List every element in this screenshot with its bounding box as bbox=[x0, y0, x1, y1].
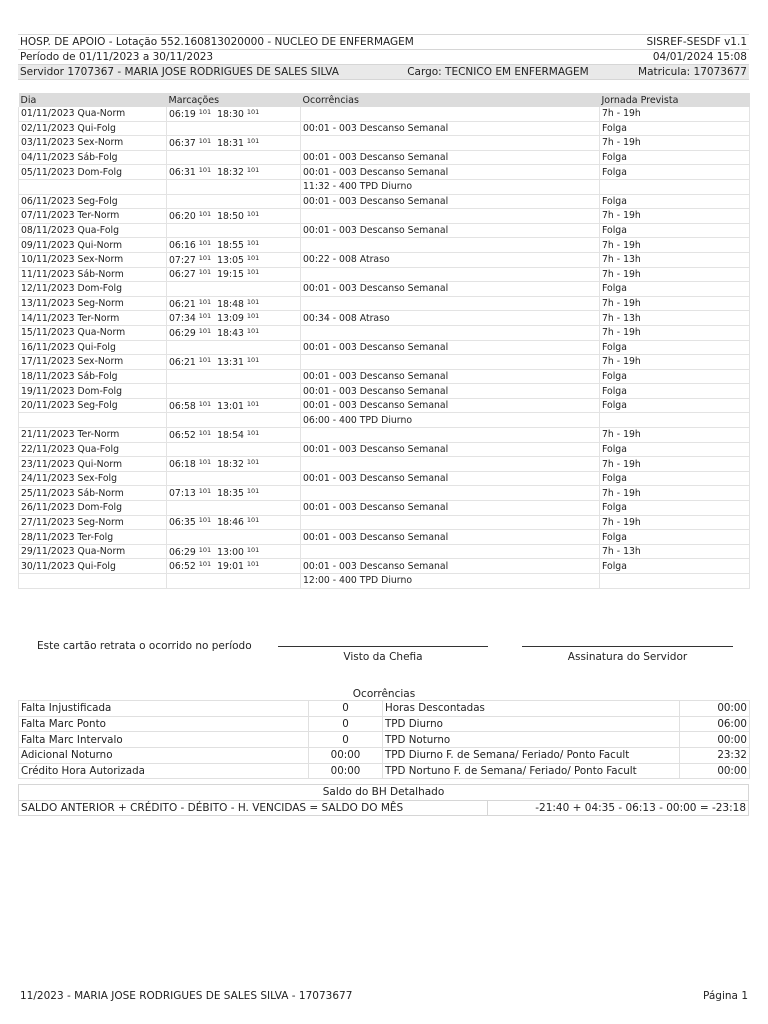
system-version: SISREF-SESDF v1.1 bbox=[620, 35, 749, 50]
timesheet-row bbox=[19, 369, 750, 384]
r-value-cell: 00:00 bbox=[680, 763, 750, 779]
employee-name: Servidor 1707367 - MARIA JOSE RODRIGUES DE SALES SILVA bbox=[18, 65, 387, 80]
employee-registration: Matricula: 17073677 bbox=[620, 65, 749, 80]
journey-cell: 7h - 19h bbox=[600, 136, 750, 151]
journey-cell: Folga bbox=[600, 384, 750, 399]
marks-cell bbox=[167, 457, 301, 472]
occurrence-cell bbox=[301, 238, 600, 253]
occurrence-cell bbox=[301, 209, 600, 224]
col-header-journey: Jornada Prevista bbox=[600, 93, 750, 107]
timesheet-table bbox=[18, 93, 750, 589]
mark-time-out: 19:15 bbox=[217, 269, 244, 281]
timesheet-header-row bbox=[19, 93, 750, 107]
marks-cell bbox=[167, 515, 301, 530]
mark-code: 101 bbox=[246, 458, 260, 467]
marks-cell bbox=[167, 530, 301, 545]
occurrences-summary-table bbox=[18, 700, 750, 779]
r-value-cell: 00:00 bbox=[680, 701, 750, 717]
mark-time-in: 06:29 bbox=[169, 546, 196, 558]
marks-cell bbox=[167, 340, 301, 355]
mark-time-out: 18:50 bbox=[217, 210, 244, 222]
journey-cell: Folga bbox=[600, 194, 750, 209]
day-cell: 23/11/2023 Qui-Norm bbox=[19, 457, 167, 472]
mark-code: 101 bbox=[246, 312, 260, 321]
occurrence-summary-row bbox=[19, 763, 750, 779]
mark-time-in: 06:21 bbox=[169, 356, 196, 368]
occurrences-title: Ocorrências bbox=[352, 688, 416, 700]
day-cell: 26/11/2023 Dom-Folg bbox=[19, 501, 167, 516]
marks-cell bbox=[167, 282, 301, 297]
journey-cell: 7h - 19h bbox=[600, 267, 750, 282]
l-value-cell: 0 bbox=[309, 701, 383, 717]
day-cell: 22/11/2023 Qua-Folg bbox=[19, 442, 167, 457]
journey-cell bbox=[600, 413, 750, 428]
mark-code: 101 bbox=[198, 399, 212, 408]
timesheet-row bbox=[19, 136, 750, 151]
mark-code: 101 bbox=[198, 253, 212, 262]
timesheet-row bbox=[19, 282, 750, 297]
marks-cell bbox=[167, 442, 301, 457]
occurrence-cell bbox=[301, 428, 600, 443]
marks-cell bbox=[167, 369, 301, 384]
journey-cell: Folga bbox=[600, 442, 750, 457]
mark-code: 101 bbox=[246, 487, 260, 496]
journey-cell: 7h - 19h bbox=[600, 457, 750, 472]
journey-cell: Folga bbox=[600, 340, 750, 355]
l-value-cell: 00:00 bbox=[309, 748, 383, 764]
marks-cell bbox=[167, 325, 301, 340]
footer-page-number: Página 1 bbox=[703, 990, 748, 1002]
day-cell: 03/11/2023 Sex-Norm bbox=[19, 136, 167, 151]
timesheet-row bbox=[19, 121, 750, 136]
mark-time-in: 06:29 bbox=[169, 327, 196, 339]
occurrence-cell: 00:01 - 003 Descanso Semanal bbox=[301, 121, 600, 136]
timesheet-row bbox=[19, 486, 750, 501]
unit-info: HOSP. DE APOIO - Lotação 552.160813020000 - NUCLEO DE ENFERMAGEM bbox=[18, 35, 620, 50]
occurrence-cell: 00:01 - 003 Descanso Semanal bbox=[301, 530, 600, 545]
marks-cell bbox=[167, 223, 301, 238]
occurrence-cell: 00:01 - 003 Descanso Semanal bbox=[301, 501, 600, 516]
occurrence-cell: 00:01 - 003 Descanso Semanal bbox=[301, 471, 600, 486]
mark-time-out: 19:01 bbox=[217, 561, 244, 573]
marks-cell bbox=[167, 238, 301, 253]
journey-cell: 7h - 19h bbox=[600, 325, 750, 340]
journey-cell: 7h - 13h bbox=[600, 311, 750, 326]
mark-code: 101 bbox=[198, 239, 212, 248]
mark-time-out: 13:00 bbox=[217, 546, 244, 558]
marks-cell bbox=[167, 179, 301, 194]
day-cell bbox=[19, 413, 167, 428]
mark-time-out: 18:46 bbox=[217, 517, 244, 529]
marks-cell bbox=[167, 428, 301, 443]
mark-code: 101 bbox=[246, 560, 260, 569]
employee-role: Cargo: TECNICO EM ENFERMAGEM bbox=[387, 65, 620, 80]
marks-cell bbox=[167, 252, 301, 267]
marks-cell bbox=[167, 574, 301, 589]
day-cell: 19/11/2023 Dom-Folg bbox=[19, 384, 167, 399]
marks-cell bbox=[167, 486, 301, 501]
mark-time-in: 07:34 bbox=[169, 313, 196, 325]
mark-time-in: 06:58 bbox=[169, 400, 196, 412]
bh-title: Saldo do BH Detalhado bbox=[19, 785, 749, 801]
mark-time-out: 18:43 bbox=[217, 327, 244, 339]
journey-cell: Folga bbox=[600, 150, 750, 165]
journey-cell: Folga bbox=[600, 471, 750, 486]
mark-code: 101 bbox=[198, 268, 212, 277]
col-header-occurrences: Ocorrências bbox=[301, 93, 600, 107]
occurrence-cell bbox=[301, 296, 600, 311]
occurrence-cell: 00:01 - 003 Descanso Semanal bbox=[301, 340, 600, 355]
occurrence-cell: 06:00 - 400 TPD Diurno bbox=[301, 413, 600, 428]
mark-time-in: 06:35 bbox=[169, 517, 196, 529]
card-statement: Este cartão retrata o ocorrido no período bbox=[37, 640, 252, 652]
timesheet-row bbox=[19, 311, 750, 326]
mark-time-in: 06:52 bbox=[169, 429, 196, 441]
r-value-cell: 06:00 bbox=[680, 716, 750, 732]
mark-code: 101 bbox=[198, 326, 212, 335]
mark-time-in: 06:31 bbox=[169, 167, 196, 179]
r-label-cell: TPD Diurno F. de Semana/ Feriado/ Ponto Facult bbox=[383, 748, 680, 764]
journey-cell: Folga bbox=[600, 501, 750, 516]
day-cell: 08/11/2023 Qua-Folg bbox=[19, 223, 167, 238]
col-header-day: Dia bbox=[19, 93, 167, 107]
occurrence-cell bbox=[301, 457, 600, 472]
occurrence-cell: 00:01 - 003 Descanso Semanal bbox=[301, 398, 600, 413]
chief-signature-line bbox=[278, 646, 488, 647]
timesheet-row bbox=[19, 194, 750, 209]
mark-time-out: 18:30 bbox=[217, 108, 244, 120]
mark-time-in: 06:52 bbox=[169, 561, 196, 573]
journey-cell: Folga bbox=[600, 369, 750, 384]
day-cell: 25/11/2023 Sáb-Norm bbox=[19, 486, 167, 501]
day-cell bbox=[19, 179, 167, 194]
mark-time-in: 07:13 bbox=[169, 488, 196, 500]
marks-cell bbox=[167, 194, 301, 209]
day-cell: 12/11/2023 Dom-Folg bbox=[19, 282, 167, 297]
day-cell: 30/11/2023 Qui-Folg bbox=[19, 559, 167, 574]
mark-code: 101 bbox=[198, 545, 212, 554]
bh-formula: SALDO ANTERIOR + CRÉDITO - DÉBITO - H. VENCIDAS = SALDO DO MÊS bbox=[19, 800, 488, 816]
day-cell: 18/11/2023 Sáb-Folg bbox=[19, 369, 167, 384]
timesheet-row bbox=[19, 238, 750, 253]
l-label-cell: Falta Marc Ponto bbox=[19, 716, 309, 732]
l-label-cell: Falta Marc Intervalo bbox=[19, 732, 309, 748]
journey-cell: 7h - 19h bbox=[600, 107, 750, 121]
marks-cell bbox=[167, 209, 301, 224]
journey-cell: Folga bbox=[600, 165, 750, 180]
timesheet-row bbox=[19, 325, 750, 340]
mark-code: 101 bbox=[246, 428, 260, 437]
journey-cell: Folga bbox=[600, 121, 750, 136]
marks-cell bbox=[167, 398, 301, 413]
l-value-cell: 00:00 bbox=[309, 763, 383, 779]
mark-time-out: 18:55 bbox=[217, 240, 244, 252]
marks-cell bbox=[167, 136, 301, 151]
timesheet-row bbox=[19, 267, 750, 282]
timesheet-row bbox=[19, 209, 750, 224]
timesheet-row bbox=[19, 574, 750, 589]
day-cell: 14/11/2023 Ter-Norm bbox=[19, 311, 167, 326]
mark-time-in: 06:18 bbox=[169, 459, 196, 471]
mark-code: 101 bbox=[198, 516, 212, 525]
mark-time-in: 06:27 bbox=[169, 269, 196, 281]
day-cell: 02/11/2023 Qui-Folg bbox=[19, 121, 167, 136]
occurrence-cell: 00:01 - 003 Descanso Semanal bbox=[301, 384, 600, 399]
mark-code: 101 bbox=[198, 428, 212, 437]
timesheet-row bbox=[19, 457, 750, 472]
mark-code: 101 bbox=[246, 545, 260, 554]
l-label-cell: Falta Injustificada bbox=[19, 701, 309, 717]
occurrence-cell bbox=[301, 107, 600, 121]
day-cell: 07/11/2023 Ter-Norm bbox=[19, 209, 167, 224]
l-label-cell: Adicional Noturno bbox=[19, 748, 309, 764]
mark-time-out: 13:31 bbox=[217, 356, 244, 368]
marks-cell bbox=[167, 501, 301, 516]
timesheet-row bbox=[19, 384, 750, 399]
mark-code: 101 bbox=[198, 560, 212, 569]
timesheet-row bbox=[19, 471, 750, 486]
occurrence-summary-row bbox=[19, 748, 750, 764]
footer-document-id: 11/2023 - MARIA JOSE RODRIGUES DE SALES SILVA - 17073677 bbox=[20, 990, 353, 1002]
employee-signature-line bbox=[522, 646, 733, 647]
journey-cell: 7h - 19h bbox=[600, 486, 750, 501]
l-value-cell: 0 bbox=[309, 732, 383, 748]
occurrence-summary-row bbox=[19, 701, 750, 717]
timesheet-row bbox=[19, 559, 750, 574]
timesheet-row bbox=[19, 355, 750, 370]
l-value-cell: 0 bbox=[309, 716, 383, 732]
journey-cell: 7h - 13h bbox=[600, 252, 750, 267]
mark-code: 101 bbox=[246, 355, 260, 364]
marks-cell bbox=[167, 471, 301, 486]
r-value-cell: 00:00 bbox=[680, 732, 750, 748]
journey-cell: 7h - 19h bbox=[600, 515, 750, 530]
mark-code: 101 bbox=[198, 355, 212, 364]
mark-code: 101 bbox=[246, 297, 260, 306]
occurrence-cell: 00:01 - 003 Descanso Semanal bbox=[301, 194, 600, 209]
mark-code: 101 bbox=[198, 297, 212, 306]
r-label-cell: TPD Noturno bbox=[383, 732, 680, 748]
mark-time-out: 13:09 bbox=[217, 313, 244, 325]
mark-time-out: 13:05 bbox=[217, 254, 244, 266]
day-cell: 13/11/2023 Seg-Norm bbox=[19, 296, 167, 311]
mark-time-in: 07:27 bbox=[169, 254, 196, 266]
mark-code: 101 bbox=[246, 326, 260, 335]
day-cell: 06/11/2023 Seg-Folg bbox=[19, 194, 167, 209]
occurrence-cell bbox=[301, 486, 600, 501]
bh-calculation: -21:40 + 04:35 - 06:13 - 00:00 = -23:18 bbox=[487, 800, 748, 816]
occurrence-summary-row bbox=[19, 716, 750, 732]
journey-cell bbox=[600, 574, 750, 589]
timesheet-row bbox=[19, 150, 750, 165]
mark-code: 101 bbox=[198, 136, 212, 145]
mark-code: 101 bbox=[246, 268, 260, 277]
timesheet-row bbox=[19, 340, 750, 355]
marks-cell bbox=[167, 121, 301, 136]
journey-cell bbox=[600, 179, 750, 194]
occurrence-cell bbox=[301, 355, 600, 370]
occurrence-summary-row bbox=[19, 732, 750, 748]
occurrence-cell bbox=[301, 325, 600, 340]
col-header-marks: Marcações bbox=[167, 93, 301, 107]
journey-cell: Folga bbox=[600, 398, 750, 413]
occurrence-cell: 11:32 - 400 TPD Diurno bbox=[301, 179, 600, 194]
mark-code: 101 bbox=[198, 166, 212, 175]
day-cell bbox=[19, 574, 167, 589]
day-cell: 16/11/2023 Qui-Folg bbox=[19, 340, 167, 355]
l-label-cell: Crédito Hora Autorizada bbox=[19, 763, 309, 779]
occurrence-cell: 00:22 - 008 Atraso bbox=[301, 252, 600, 267]
occurrence-cell: 00:01 - 003 Descanso Semanal bbox=[301, 165, 600, 180]
r-label-cell: TPD Nortuno F. de Semana/ Feriado/ Ponto Facult bbox=[383, 763, 680, 779]
r-label-cell: Horas Descontadas bbox=[383, 701, 680, 717]
day-cell: 20/11/2023 Seg-Folg bbox=[19, 398, 167, 413]
day-cell: 09/11/2023 Qui-Norm bbox=[19, 238, 167, 253]
day-cell: 01/11/2023 Qua-Norm bbox=[19, 107, 167, 121]
timesheet-row bbox=[19, 515, 750, 530]
journey-cell: 7h - 19h bbox=[600, 238, 750, 253]
day-cell: 21/11/2023 Ter-Norm bbox=[19, 428, 167, 443]
mark-time-in: 06:20 bbox=[169, 210, 196, 222]
day-cell: 04/11/2023 Sáb-Folg bbox=[19, 150, 167, 165]
marks-cell bbox=[167, 384, 301, 399]
mark-time-out: 13:01 bbox=[217, 400, 244, 412]
timesheet-row bbox=[19, 179, 750, 194]
mark-code: 101 bbox=[198, 487, 212, 496]
timesheet-row bbox=[19, 107, 750, 121]
journey-cell: 7h - 19h bbox=[600, 296, 750, 311]
mark-code: 101 bbox=[246, 399, 260, 408]
occurrence-cell: 00:01 - 003 Descanso Semanal bbox=[301, 150, 600, 165]
mark-time-out: 18:35 bbox=[217, 488, 244, 500]
journey-cell: Folga bbox=[600, 223, 750, 238]
day-cell: 10/11/2023 Sex-Norm bbox=[19, 252, 167, 267]
day-cell: 17/11/2023 Sex-Norm bbox=[19, 355, 167, 370]
bh-balance-table bbox=[18, 784, 749, 816]
day-cell: 24/11/2023 Sex-Folg bbox=[19, 471, 167, 486]
occurrence-cell: 00:34 - 008 Atraso bbox=[301, 311, 600, 326]
journey-cell: 7h - 19h bbox=[600, 428, 750, 443]
mark-time-in: 06:37 bbox=[169, 137, 196, 149]
occurrence-cell bbox=[301, 267, 600, 282]
marks-cell bbox=[167, 544, 301, 559]
mark-time-out: 18:31 bbox=[217, 137, 244, 149]
occurrence-cell: 00:01 - 003 Descanso Semanal bbox=[301, 442, 600, 457]
journey-cell: 7h - 13h bbox=[600, 544, 750, 559]
timesheet-row bbox=[19, 442, 750, 457]
timesheet-row bbox=[19, 398, 750, 413]
r-value-cell: 23:32 bbox=[680, 748, 750, 764]
mark-code: 101 bbox=[246, 209, 260, 218]
mark-code: 101 bbox=[198, 107, 212, 116]
marks-cell bbox=[167, 107, 301, 121]
day-cell: 28/11/2023 Ter-Folg bbox=[19, 530, 167, 545]
mark-code: 101 bbox=[246, 239, 260, 248]
mark-code: 101 bbox=[246, 136, 260, 145]
timesheet-row bbox=[19, 413, 750, 428]
occurrence-cell bbox=[301, 544, 600, 559]
journey-cell: Folga bbox=[600, 559, 750, 574]
marks-cell bbox=[167, 150, 301, 165]
occurrence-cell bbox=[301, 515, 600, 530]
journey-cell: Folga bbox=[600, 530, 750, 545]
mark-code: 101 bbox=[246, 107, 260, 116]
day-cell: 27/11/2023 Seg-Norm bbox=[19, 515, 167, 530]
mark-code: 101 bbox=[246, 253, 260, 262]
period: Período de 01/11/2023 a 30/11/2023 bbox=[18, 50, 620, 65]
day-cell: 05/11/2023 Dom-Folg bbox=[19, 165, 167, 180]
r-label-cell: TPD Diurno bbox=[383, 716, 680, 732]
marks-cell bbox=[167, 296, 301, 311]
mark-time-in: 06:19 bbox=[169, 108, 196, 120]
journey-cell: 7h - 19h bbox=[600, 355, 750, 370]
mark-time-out: 18:48 bbox=[217, 298, 244, 310]
timesheet-row bbox=[19, 223, 750, 238]
mark-code: 101 bbox=[246, 166, 260, 175]
occurrence-cell: 12:00 - 400 TPD Diurno bbox=[301, 574, 600, 589]
generated-at: 04/01/2024 15:08 bbox=[620, 50, 749, 65]
occurrence-cell bbox=[301, 136, 600, 151]
journey-cell: 7h - 19h bbox=[600, 209, 750, 224]
mark-code: 101 bbox=[198, 458, 212, 467]
mark-code: 101 bbox=[246, 516, 260, 525]
marks-cell bbox=[167, 559, 301, 574]
timesheet-row bbox=[19, 252, 750, 267]
day-cell: 11/11/2023 Sáb-Norm bbox=[19, 267, 167, 282]
timesheet-row bbox=[19, 501, 750, 516]
mark-time-out: 18:32 bbox=[217, 459, 244, 471]
occurrence-cell: 00:01 - 003 Descanso Semanal bbox=[301, 369, 600, 384]
occurrence-cell: 00:01 - 003 Descanso Semanal bbox=[301, 282, 600, 297]
document-header bbox=[18, 34, 749, 80]
occurrence-cell: 00:01 - 003 Descanso Semanal bbox=[301, 223, 600, 238]
timesheet-row bbox=[19, 165, 750, 180]
marks-cell bbox=[167, 267, 301, 282]
timesheet-row bbox=[19, 296, 750, 311]
day-cell: 29/11/2023 Qua-Norm bbox=[19, 544, 167, 559]
timesheet-row bbox=[19, 530, 750, 545]
mark-time-in: 06:21 bbox=[169, 298, 196, 310]
mark-time-in: 06:16 bbox=[169, 240, 196, 252]
marks-cell bbox=[167, 355, 301, 370]
mark-code: 101 bbox=[198, 312, 212, 321]
marks-cell bbox=[167, 311, 301, 326]
timesheet-row bbox=[19, 428, 750, 443]
employee-signature-label: Assinatura do Servidor bbox=[567, 651, 688, 663]
marks-cell bbox=[167, 413, 301, 428]
timesheet-row bbox=[19, 544, 750, 559]
day-cell: 15/11/2023 Qua-Norm bbox=[19, 325, 167, 340]
journey-cell: Folga bbox=[600, 282, 750, 297]
chief-signature-label: Visto da Chefia bbox=[343, 651, 423, 663]
mark-time-out: 18:32 bbox=[217, 167, 244, 179]
marks-cell bbox=[167, 165, 301, 180]
mark-time-out: 18:54 bbox=[217, 429, 244, 441]
occurrence-cell: 00:01 - 003 Descanso Semanal bbox=[301, 559, 600, 574]
mark-code: 101 bbox=[198, 209, 212, 218]
